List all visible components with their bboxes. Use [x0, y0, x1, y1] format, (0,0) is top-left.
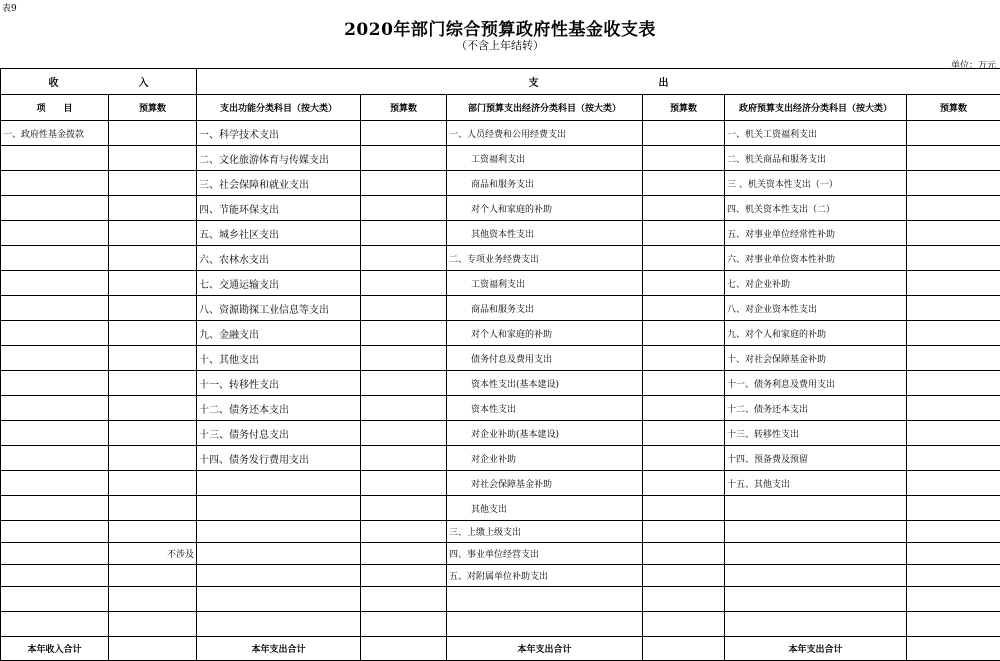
gov-economic-category-cell: 七、对企业补助 — [725, 271, 907, 296]
income-amount-cell — [109, 587, 197, 612]
gov-economic-category-cell: 五、对事业单位经常性补助 — [725, 221, 907, 246]
income-item-cell — [1, 446, 109, 471]
table-row — [1, 371, 1000, 396]
dept-economic-amount-cell — [643, 543, 725, 565]
table-row — [1, 196, 1000, 221]
table-row — [1, 421, 1000, 446]
table-row — [1, 446, 1000, 471]
function-category-cell — [197, 543, 361, 565]
table-row — [1, 396, 1000, 421]
table-row — [1, 612, 1000, 637]
section-header-row — [1, 69, 1000, 95]
income-amount-cell — [109, 296, 197, 321]
gov-economic-amount-cell — [907, 121, 1000, 146]
function-amount-cell — [361, 421, 447, 446]
gov-economic-amount-cell — [907, 171, 1000, 196]
gov-economic-amount-cell — [907, 271, 1000, 296]
table-row — [1, 471, 1000, 496]
income-item-cell: 一、政府性基金拨款 — [1, 121, 109, 146]
dept-economic-amount-cell — [643, 496, 725, 521]
page-title: 2020年部门综合预算政府性基金收支表 — [0, 15, 1000, 40]
gov-economic-amount-cell — [907, 146, 1000, 171]
column-header: 预算数 — [361, 95, 447, 121]
total-label-cell: 本年支出合计 — [725, 637, 907, 661]
dept-economic-amount-cell — [643, 196, 725, 221]
dept-economic-amount-cell — [643, 246, 725, 271]
function-category-cell: 五、城乡社区支出 — [197, 221, 361, 246]
table-row — [1, 565, 1000, 587]
column-header: 政府预算支出经济分类科目（按大类） — [725, 95, 907, 121]
dept-economic-category-cell: 五、对附属单位补助支出 — [447, 565, 643, 587]
gov-economic-amount-cell — [907, 496, 1000, 521]
gov-economic-amount-cell — [907, 587, 1000, 612]
function-amount-cell — [361, 521, 447, 543]
income-amount-cell — [109, 471, 197, 496]
dept-economic-category-cell: 对个人和家庭的补助 — [447, 196, 643, 221]
gov-economic-category-cell: 十五、其他支出 — [725, 471, 907, 496]
income-amount-cell — [109, 565, 197, 587]
income-item-cell — [1, 587, 109, 612]
dept-economic-category-cell: 债务付息及费用支出 — [447, 346, 643, 371]
table-row — [1, 543, 1000, 565]
function-amount-cell — [361, 371, 447, 396]
income-item-cell — [1, 271, 109, 296]
budget-table — [0, 68, 1000, 661]
total-label-cell: 本年收入合计 — [1, 637, 109, 661]
function-category-cell: 十四、债务发行费用支出 — [197, 446, 361, 471]
income-amount-cell — [109, 221, 197, 246]
income-item-cell — [1, 146, 109, 171]
table-row — [1, 221, 1000, 246]
function-amount-cell — [361, 543, 447, 565]
function-category-cell — [197, 587, 361, 612]
dept-economic-category-cell: 商品和服务支出 — [447, 171, 643, 196]
gov-economic-category-cell: 六、对事业单位资本性补助 — [725, 246, 907, 271]
function-category-cell: 十三、债务付息支出 — [197, 421, 361, 446]
function-amount-cell — [361, 171, 447, 196]
dept-economic-category-cell: 四、事业单位经营支出 — [447, 543, 643, 565]
gov-economic-category-cell — [725, 587, 907, 612]
table-row — [1, 171, 1000, 196]
dept-economic-amount-cell — [643, 521, 725, 543]
dept-economic-amount-cell — [643, 146, 725, 171]
gov-economic-amount-cell — [907, 565, 1000, 587]
income-amount-cell — [109, 521, 197, 543]
total-label-cell: 本年支出合计 — [447, 637, 643, 661]
income-item-cell — [1, 471, 109, 496]
gov-economic-amount-cell — [907, 321, 1000, 346]
gov-economic-category-cell — [725, 521, 907, 543]
dept-economic-category-cell: 二、专项业务经费支出 — [447, 246, 643, 271]
income-amount-cell — [109, 121, 197, 146]
table-row — [1, 271, 1000, 296]
dept-economic-category-cell: 资本性支出(基本建设) — [447, 371, 643, 396]
dept-economic-category-cell: 对社会保障基金补助 — [447, 471, 643, 496]
dept-economic-category-cell: 资本性支出 — [447, 396, 643, 421]
table-row — [1, 587, 1000, 612]
gov-economic-amount-cell — [907, 296, 1000, 321]
function-category-cell: 十一、转移性支出 — [197, 371, 361, 396]
function-amount-cell — [361, 446, 447, 471]
column-header: 部门预算支出经济分类科目（按大类） — [447, 95, 643, 121]
function-amount-cell — [361, 565, 447, 587]
gov-economic-amount-cell — [907, 221, 1000, 246]
function-category-cell — [197, 471, 361, 496]
function-category-cell — [197, 521, 361, 543]
dept-economic-amount-cell — [643, 346, 725, 371]
income-item-cell — [1, 496, 109, 521]
gov-economic-amount-cell — [907, 471, 1000, 496]
gov-economic-amount-cell — [907, 371, 1000, 396]
table-row — [1, 121, 1000, 146]
income-amount-cell — [109, 246, 197, 271]
column-header: 预算数 — [907, 95, 1000, 121]
dept-economic-category-cell — [447, 587, 643, 612]
dept-economic-amount-cell — [643, 371, 725, 396]
dept-economic-category-cell: 商品和服务支出 — [447, 296, 643, 321]
table-row — [1, 346, 1000, 371]
table-row — [1, 246, 1000, 271]
income-amount-cell — [109, 446, 197, 471]
income-item-cell — [1, 371, 109, 396]
function-category-cell: 十二、债务还本支出 — [197, 396, 361, 421]
dept-economic-category-cell: 工资福利支出 — [447, 271, 643, 296]
table-row — [1, 496, 1000, 521]
gov-economic-amount-cell — [907, 346, 1000, 371]
income-amount-cell — [109, 196, 197, 221]
dept-economic-amount-cell — [643, 396, 725, 421]
function-amount-cell — [361, 296, 447, 321]
function-category-cell — [197, 496, 361, 521]
dept-economic-category-cell — [447, 612, 643, 637]
function-category-cell: 九、金融支出 — [197, 321, 361, 346]
gov-economic-amount-cell — [907, 246, 1000, 271]
gov-economic-category-cell — [725, 496, 907, 521]
function-category-cell: 四、节能环保支出 — [197, 196, 361, 221]
dept-economic-amount-cell — [643, 321, 725, 346]
function-amount-cell — [361, 271, 447, 296]
column-header-row — [1, 95, 1000, 121]
dept-economic-category-cell: 对个人和家庭的补助 — [447, 321, 643, 346]
income-item-cell — [1, 421, 109, 446]
gov-economic-category-cell: 四、机关资本性支出（二） — [725, 196, 907, 221]
function-category-cell: 一、科学技术支出 — [197, 121, 361, 146]
dept-economic-amount-cell — [643, 171, 725, 196]
gov-economic-category-cell: 十二、债务还本支出 — [725, 396, 907, 421]
income-amount-cell — [109, 396, 197, 421]
income-amount-cell — [109, 146, 197, 171]
total-label-cell: 本年支出合计 — [197, 637, 361, 661]
income-item-cell — [1, 171, 109, 196]
column-header: 预算数 — [109, 95, 197, 121]
expense-section-header: 支 出 — [197, 69, 1000, 95]
function-category-cell: 十、其他支出 — [197, 346, 361, 371]
function-category-cell: 二、文化旅游体育与传媒支出 — [197, 146, 361, 171]
dept-economic-category-cell: 对企业补助(基本建设) — [447, 421, 643, 446]
gov-economic-category-cell: 十一、债务利息及费用支出 — [725, 371, 907, 396]
income-item-cell — [1, 565, 109, 587]
gov-economic-category-cell — [725, 565, 907, 587]
income-amount-cell: 不涉及 — [109, 543, 197, 565]
unit-label: 单位：万元 — [951, 58, 996, 71]
income-item-cell — [1, 246, 109, 271]
function-amount-cell — [361, 221, 447, 246]
function-amount-cell — [361, 321, 447, 346]
gov-economic-amount-cell — [907, 421, 1000, 446]
dept-economic-amount-cell — [643, 296, 725, 321]
income-amount-cell — [109, 612, 197, 637]
dept-economic-category-cell: 一、人员经费和公用经费支出 — [447, 121, 643, 146]
table-row — [1, 521, 1000, 543]
dept-economic-amount-cell — [643, 121, 725, 146]
function-amount-cell — [361, 587, 447, 612]
income-amount-cell — [109, 346, 197, 371]
income-item-cell — [1, 196, 109, 221]
gov-economic-amount-cell — [907, 612, 1000, 637]
income-section-header: 收 入 — [1, 69, 197, 95]
dept-economic-category-cell: 其他资本性支出 — [447, 221, 643, 246]
column-header: 预算数 — [643, 95, 725, 121]
gov-economic-amount-cell — [907, 196, 1000, 221]
gov-economic-amount-cell — [907, 446, 1000, 471]
income-item-cell — [1, 321, 109, 346]
income-item-cell — [1, 396, 109, 421]
income-amount-cell — [109, 371, 197, 396]
income-item-cell — [1, 296, 109, 321]
income-item-cell — [1, 612, 109, 637]
income-amount-cell — [109, 421, 197, 446]
gov-economic-category-cell: 十、对社会保障基金补助 — [725, 346, 907, 371]
dept-economic-category-cell: 其他支出 — [447, 496, 643, 521]
dept-economic-amount-cell — [643, 446, 725, 471]
gov-economic-category-cell: 十三、转移性支出 — [725, 421, 907, 446]
dept-economic-amount-cell — [643, 421, 725, 446]
dept-economic-amount-cell — [643, 271, 725, 296]
table-row — [1, 146, 1000, 171]
function-amount-cell — [361, 146, 447, 171]
table-number-tag: 表9 — [2, 1, 17, 14]
gov-economic-category-cell: 三 、机关资本性支出（一） — [725, 171, 907, 196]
dept-economic-category-cell: 对企业补助 — [447, 446, 643, 471]
income-item-cell — [1, 543, 109, 565]
income-item-cell — [1, 521, 109, 543]
function-category-cell — [197, 612, 361, 637]
dept-economic-category-cell: 工资福利支出 — [447, 146, 643, 171]
function-amount-cell — [361, 121, 447, 146]
function-amount-cell — [361, 196, 447, 221]
income-amount-cell — [109, 496, 197, 521]
dept-economic-amount-cell — [643, 471, 725, 496]
page-subtitle: （不含上年结转） — [0, 37, 1000, 53]
gov-economic-category-cell — [725, 543, 907, 565]
dept-economic-amount-cell — [643, 587, 725, 612]
gov-economic-category-cell — [725, 612, 907, 637]
column-header: 项 目 — [1, 95, 109, 121]
function-amount-cell — [361, 612, 447, 637]
function-category-cell: 三、社会保障和就业支出 — [197, 171, 361, 196]
table-row — [1, 321, 1000, 346]
function-category-cell — [197, 565, 361, 587]
dept-economic-amount-cell — [643, 221, 725, 246]
totals-row — [1, 637, 1000, 661]
total-amount-cell — [361, 637, 447, 661]
total-amount-cell — [643, 637, 725, 661]
gov-economic-category-cell: 十四、预备费及预留 — [725, 446, 907, 471]
function-amount-cell — [361, 346, 447, 371]
gov-economic-category-cell: 二、机关商品和服务支出 — [725, 146, 907, 171]
gov-economic-category-cell: 八、对企业资本性支出 — [725, 296, 907, 321]
dept-economic-amount-cell — [643, 612, 725, 637]
income-item-cell — [1, 346, 109, 371]
function-category-cell: 六、农林水支出 — [197, 246, 361, 271]
income-item-cell — [1, 221, 109, 246]
gov-economic-amount-cell — [907, 521, 1000, 543]
total-amount-cell — [109, 637, 197, 661]
total-amount-cell — [907, 637, 1000, 661]
income-amount-cell — [109, 171, 197, 196]
income-amount-cell — [109, 271, 197, 296]
function-category-cell: 七、交通运输支出 — [197, 271, 361, 296]
function-amount-cell — [361, 246, 447, 271]
function-amount-cell — [361, 471, 447, 496]
gov-economic-amount-cell — [907, 543, 1000, 565]
gov-economic-category-cell: 一、机关工资福利支出 — [725, 121, 907, 146]
income-amount-cell — [109, 321, 197, 346]
dept-economic-amount-cell — [643, 565, 725, 587]
function-amount-cell — [361, 496, 447, 521]
gov-economic-amount-cell — [907, 396, 1000, 421]
dept-economic-category-cell: 三、上缴上级支出 — [447, 521, 643, 543]
column-header: 支出功能分类科目（按大类） — [197, 95, 361, 121]
gov-economic-category-cell: 九、对个人和家庭的补助 — [725, 321, 907, 346]
function-category-cell: 八、资源勘探工业信息等支出 — [197, 296, 361, 321]
table-row — [1, 296, 1000, 321]
function-amount-cell — [361, 396, 447, 421]
